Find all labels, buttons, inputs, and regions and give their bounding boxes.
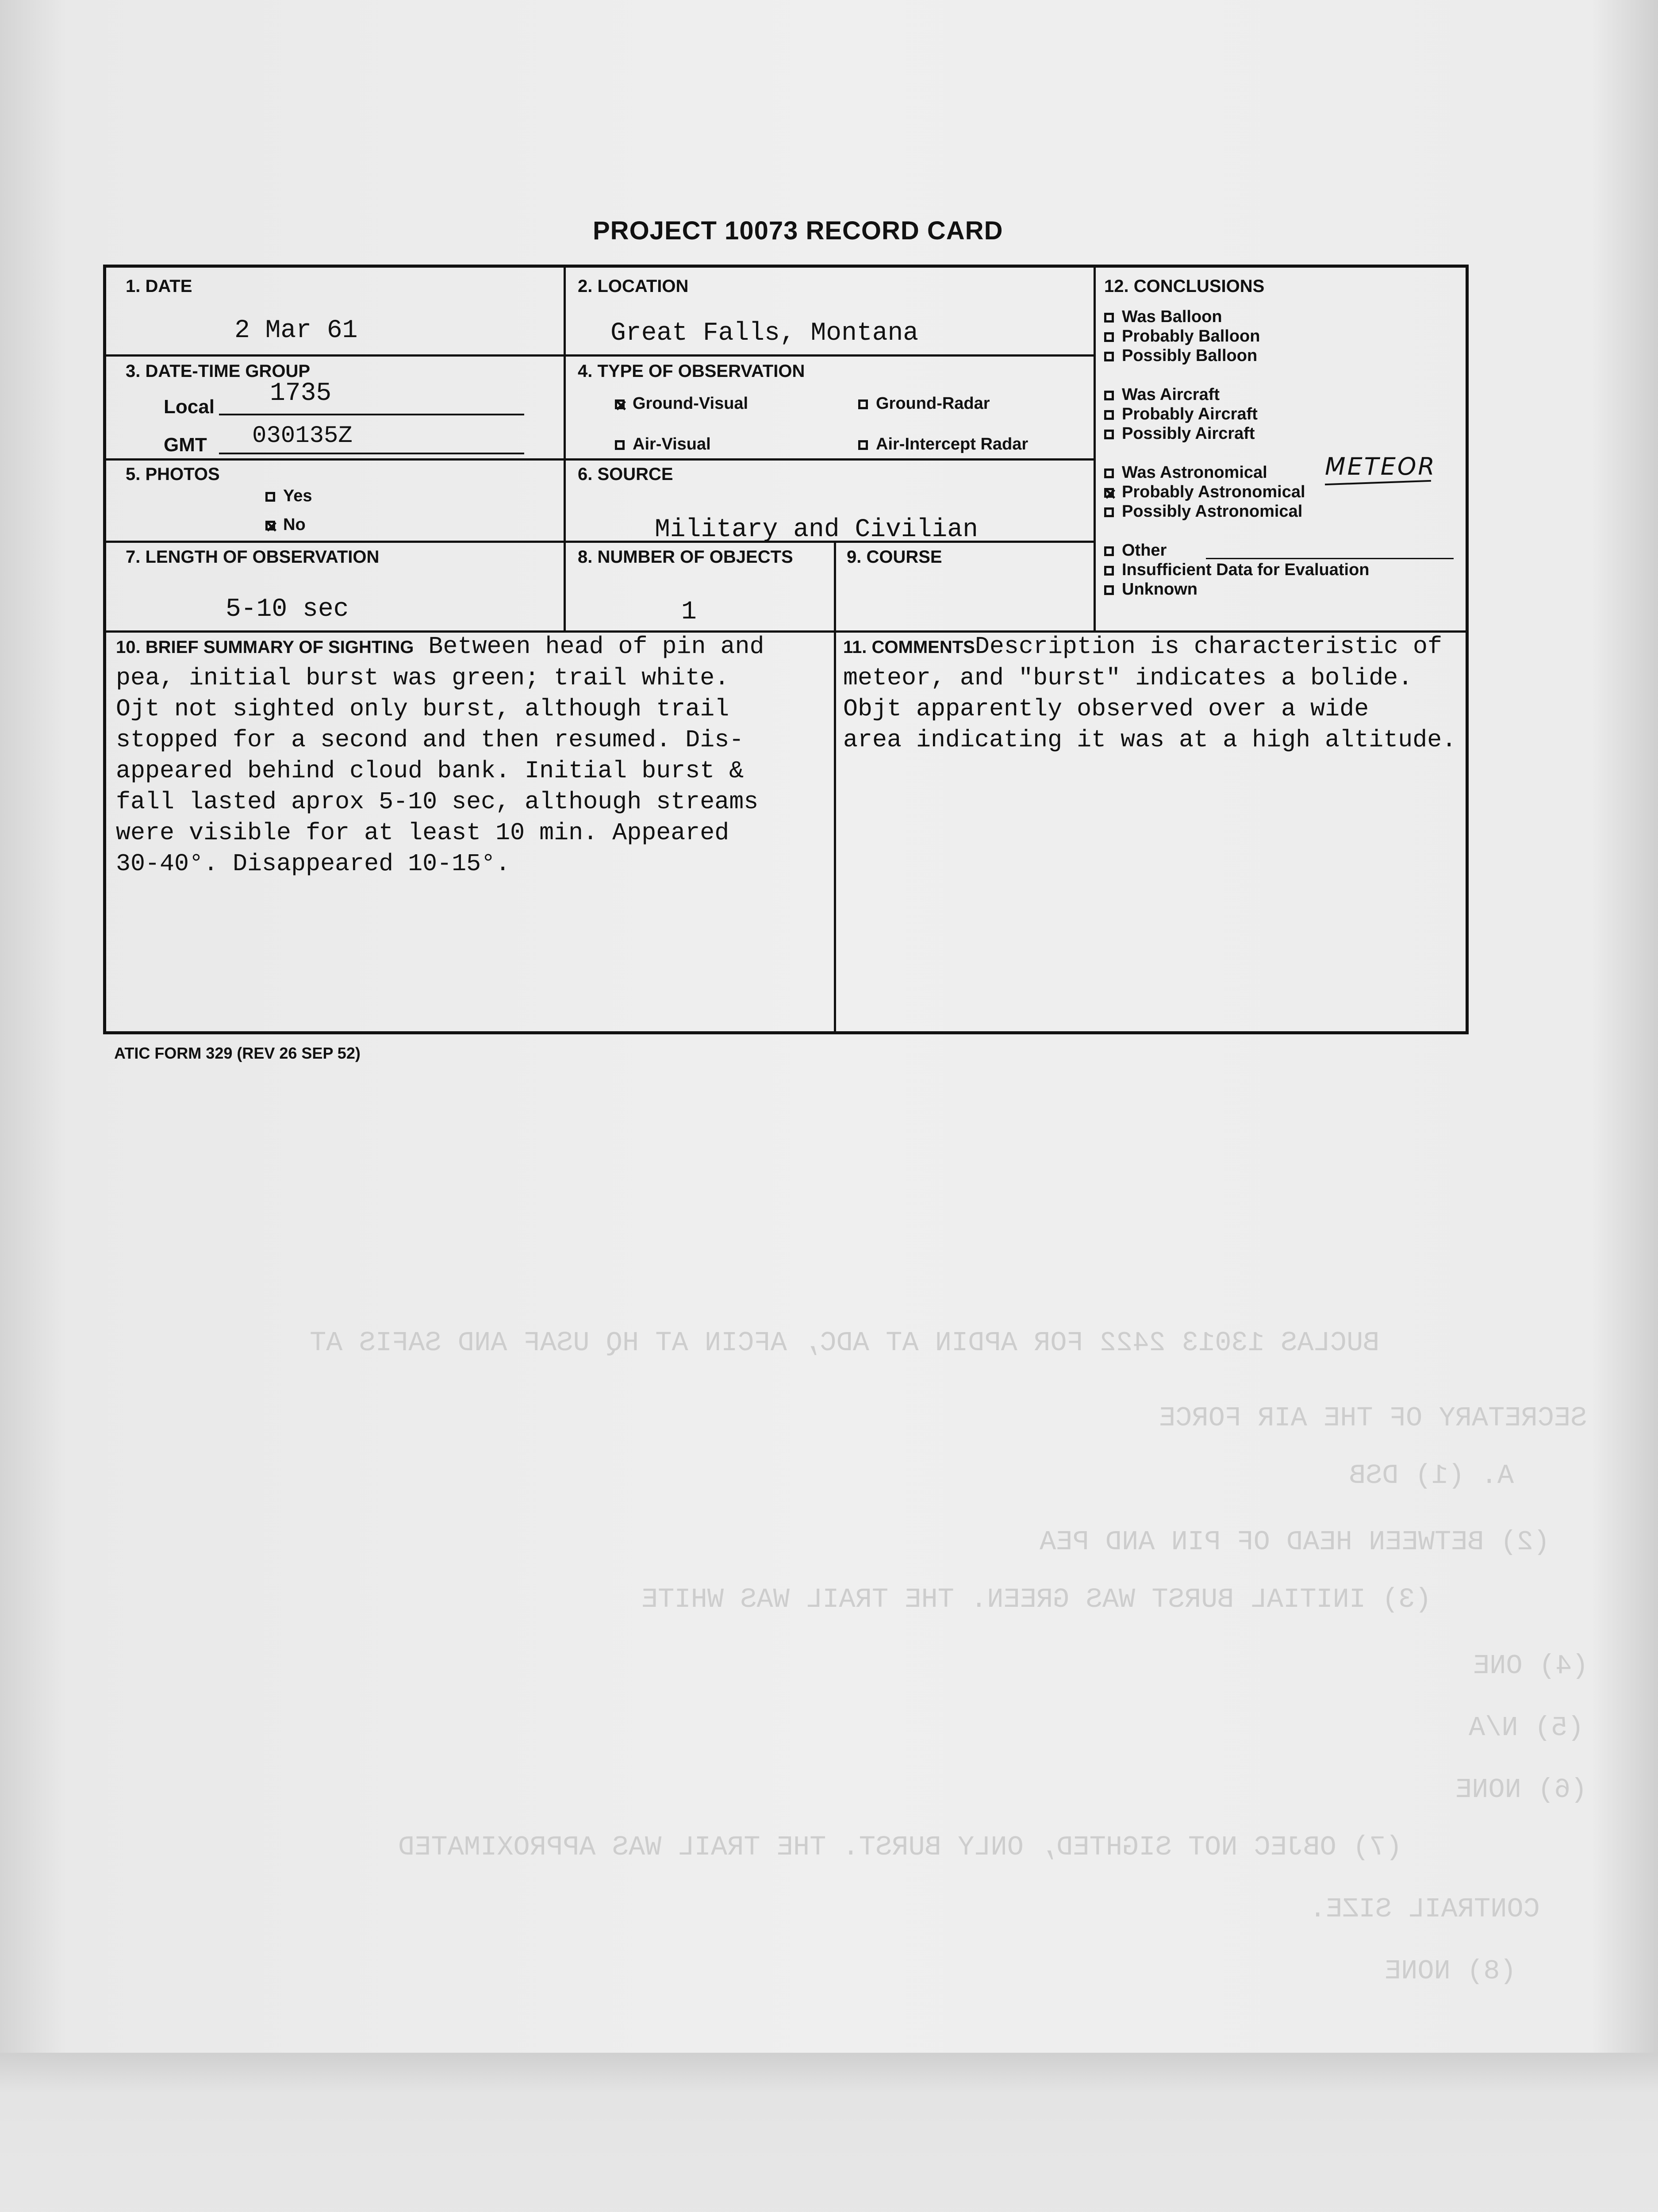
objects-value: 1 <box>681 598 697 626</box>
lower-page-area <box>0 2053 1658 2212</box>
bleed-through-line: (7) OBJEC NOT SIGHTED, ONLY BURST. THE TRAIL WAS APPROXIMATED <box>398 1832 1402 1863</box>
gmt-time-value: 030135Z <box>252 422 353 449</box>
conclusion-item: Probably Aircraft <box>1104 405 1258 424</box>
location-label: 2. LOCATION <box>578 276 689 296</box>
record-card <box>103 265 1469 1034</box>
divider <box>1094 268 1096 630</box>
checkbox <box>858 440 868 450</box>
observation-type-label: 4. TYPE OF OBSERVATION <box>578 361 805 381</box>
local-time-value: 1735 <box>270 379 332 408</box>
bleed-through-line: (3) INITIAL BURST WAS GREEN. THE TRAIL WAS WHITE <box>641 1584 1432 1615</box>
bleed-through-line: (6) NONE <box>1455 1774 1587 1805</box>
bleed-through-line: A. (1) DSB <box>1349 1460 1514 1491</box>
conclusion-item-checked: Probably Astronomical <box>1104 483 1305 502</box>
option-air-intercept-radar: Air-Intercept Radar <box>858 435 1028 454</box>
date-label: 1. DATE <box>126 276 192 296</box>
bleed-through-line: BUCLAS 13013 2422 FOR APDIN AT ADC, AFCIN AT HQ USAF AND SAFIS AT <box>310 1327 1380 1359</box>
checkbox <box>265 492 275 502</box>
card-title: PROJECT 10073 RECORD CARD <box>593 216 1003 245</box>
conclusions-label: 12. CONCLUSIONS <box>1104 276 1265 296</box>
handwritten-underline <box>1325 480 1431 485</box>
checkbox-checked <box>615 399 625 409</box>
conclusion-item: Other <box>1104 541 1167 560</box>
divider <box>106 458 1094 461</box>
local-label: Local <box>164 396 215 418</box>
form-identifier: ATIC FORM 329 (REV 26 SEP 52) <box>114 1044 361 1062</box>
checkbox-checked <box>265 521 275 530</box>
bleed-through-line: CONTRAIL SIZE. <box>1309 1893 1540 1925</box>
length-label: 7. LENGTH OF OBSERVATION <box>126 547 380 567</box>
summary-label: 10. BRIEF SUMMARY OF SIGHTING <box>116 637 414 657</box>
bleed-through-line: (8) NONE <box>1385 1955 1516 1987</box>
photos-label: 5. PHOTOS <box>126 465 220 484</box>
option-ground-visual: Ground-Visual <box>615 394 748 413</box>
divider <box>564 268 566 630</box>
conclusion-item: Possibly Balloon <box>1104 346 1257 365</box>
other-underline <box>1206 558 1454 559</box>
photos-yes: Yes <box>265 487 312 506</box>
divider <box>834 630 836 1033</box>
source-value: Military and Civilian <box>655 515 978 544</box>
bleed-through-line: (2) BETWEEN HEAD OF PIN AND PEA <box>1040 1526 1550 1558</box>
objects-label: 8. NUMBER OF OBJECTS <box>578 547 793 567</box>
conclusion-item: Probably Balloon <box>1104 327 1260 346</box>
dtg-label: 3. DATE-TIME GROUP <box>126 361 311 381</box>
local-underline <box>219 414 524 415</box>
length-value: 5-10 sec <box>226 595 349 624</box>
option-ground-radar: Ground-Radar <box>858 394 990 413</box>
divider <box>834 542 836 630</box>
divider <box>106 354 1094 357</box>
bleed-through-line: (4) ONE <box>1473 1650 1589 1682</box>
conclusion-item: Was Astronomical <box>1104 463 1267 482</box>
gmt-underline <box>219 453 524 454</box>
conclusion-item: Unknown <box>1104 580 1197 599</box>
bleed-through-line: (5) N/A <box>1469 1712 1584 1743</box>
bleed-through-line: SECRETARY OF THE AIR FORCE <box>1159 1402 1587 1434</box>
gmt-label: GMT <box>164 434 207 456</box>
option-air-visual: Air-Visual <box>615 435 711 454</box>
summary-text: 10. BRIEF SUMMARY OF SIGHTING Between head of pin and pea, initial burst was green; trail white. Ojt not sighted only burst, although trail stopped for a second and then resumed. Dis- appeared behind cloud bank. Initial burst & fall lasted aprox 5-10 sec, although streams were visible for at least 10 min. Appeared 30-40°. Disappeared 10-15°. <box>116 633 764 878</box>
conclusion-item: Possibly Astronomical <box>1104 502 1302 521</box>
handwritten-meteor-note: METEOR <box>1325 453 1436 480</box>
photos-no: No <box>265 515 306 534</box>
conclusion-item: Insufficient Data for Evaluation <box>1104 561 1370 580</box>
conclusion-item: Was Balloon <box>1104 307 1222 326</box>
comments-label: 11. COMMENTS <box>843 637 975 657</box>
course-label: 9. COURSE <box>847 547 942 567</box>
conclusion-item: Was Aircraft <box>1104 385 1220 404</box>
location-value: Great Falls, Montana <box>610 319 919 348</box>
date-value: 2 Mar 61 <box>234 316 358 345</box>
checkbox <box>615 440 625 450</box>
source-label: 6. SOURCE <box>578 465 673 484</box>
comments-text: 11. COMMENTSDescription is characteristic of meteor, and "burst" indicates a bolide. Objt apparently observed over a wide area indicating it was at a high altitude. <box>843 633 1457 754</box>
checkbox <box>858 399 868 409</box>
conclusion-item: Possibly Aircraft <box>1104 424 1255 443</box>
